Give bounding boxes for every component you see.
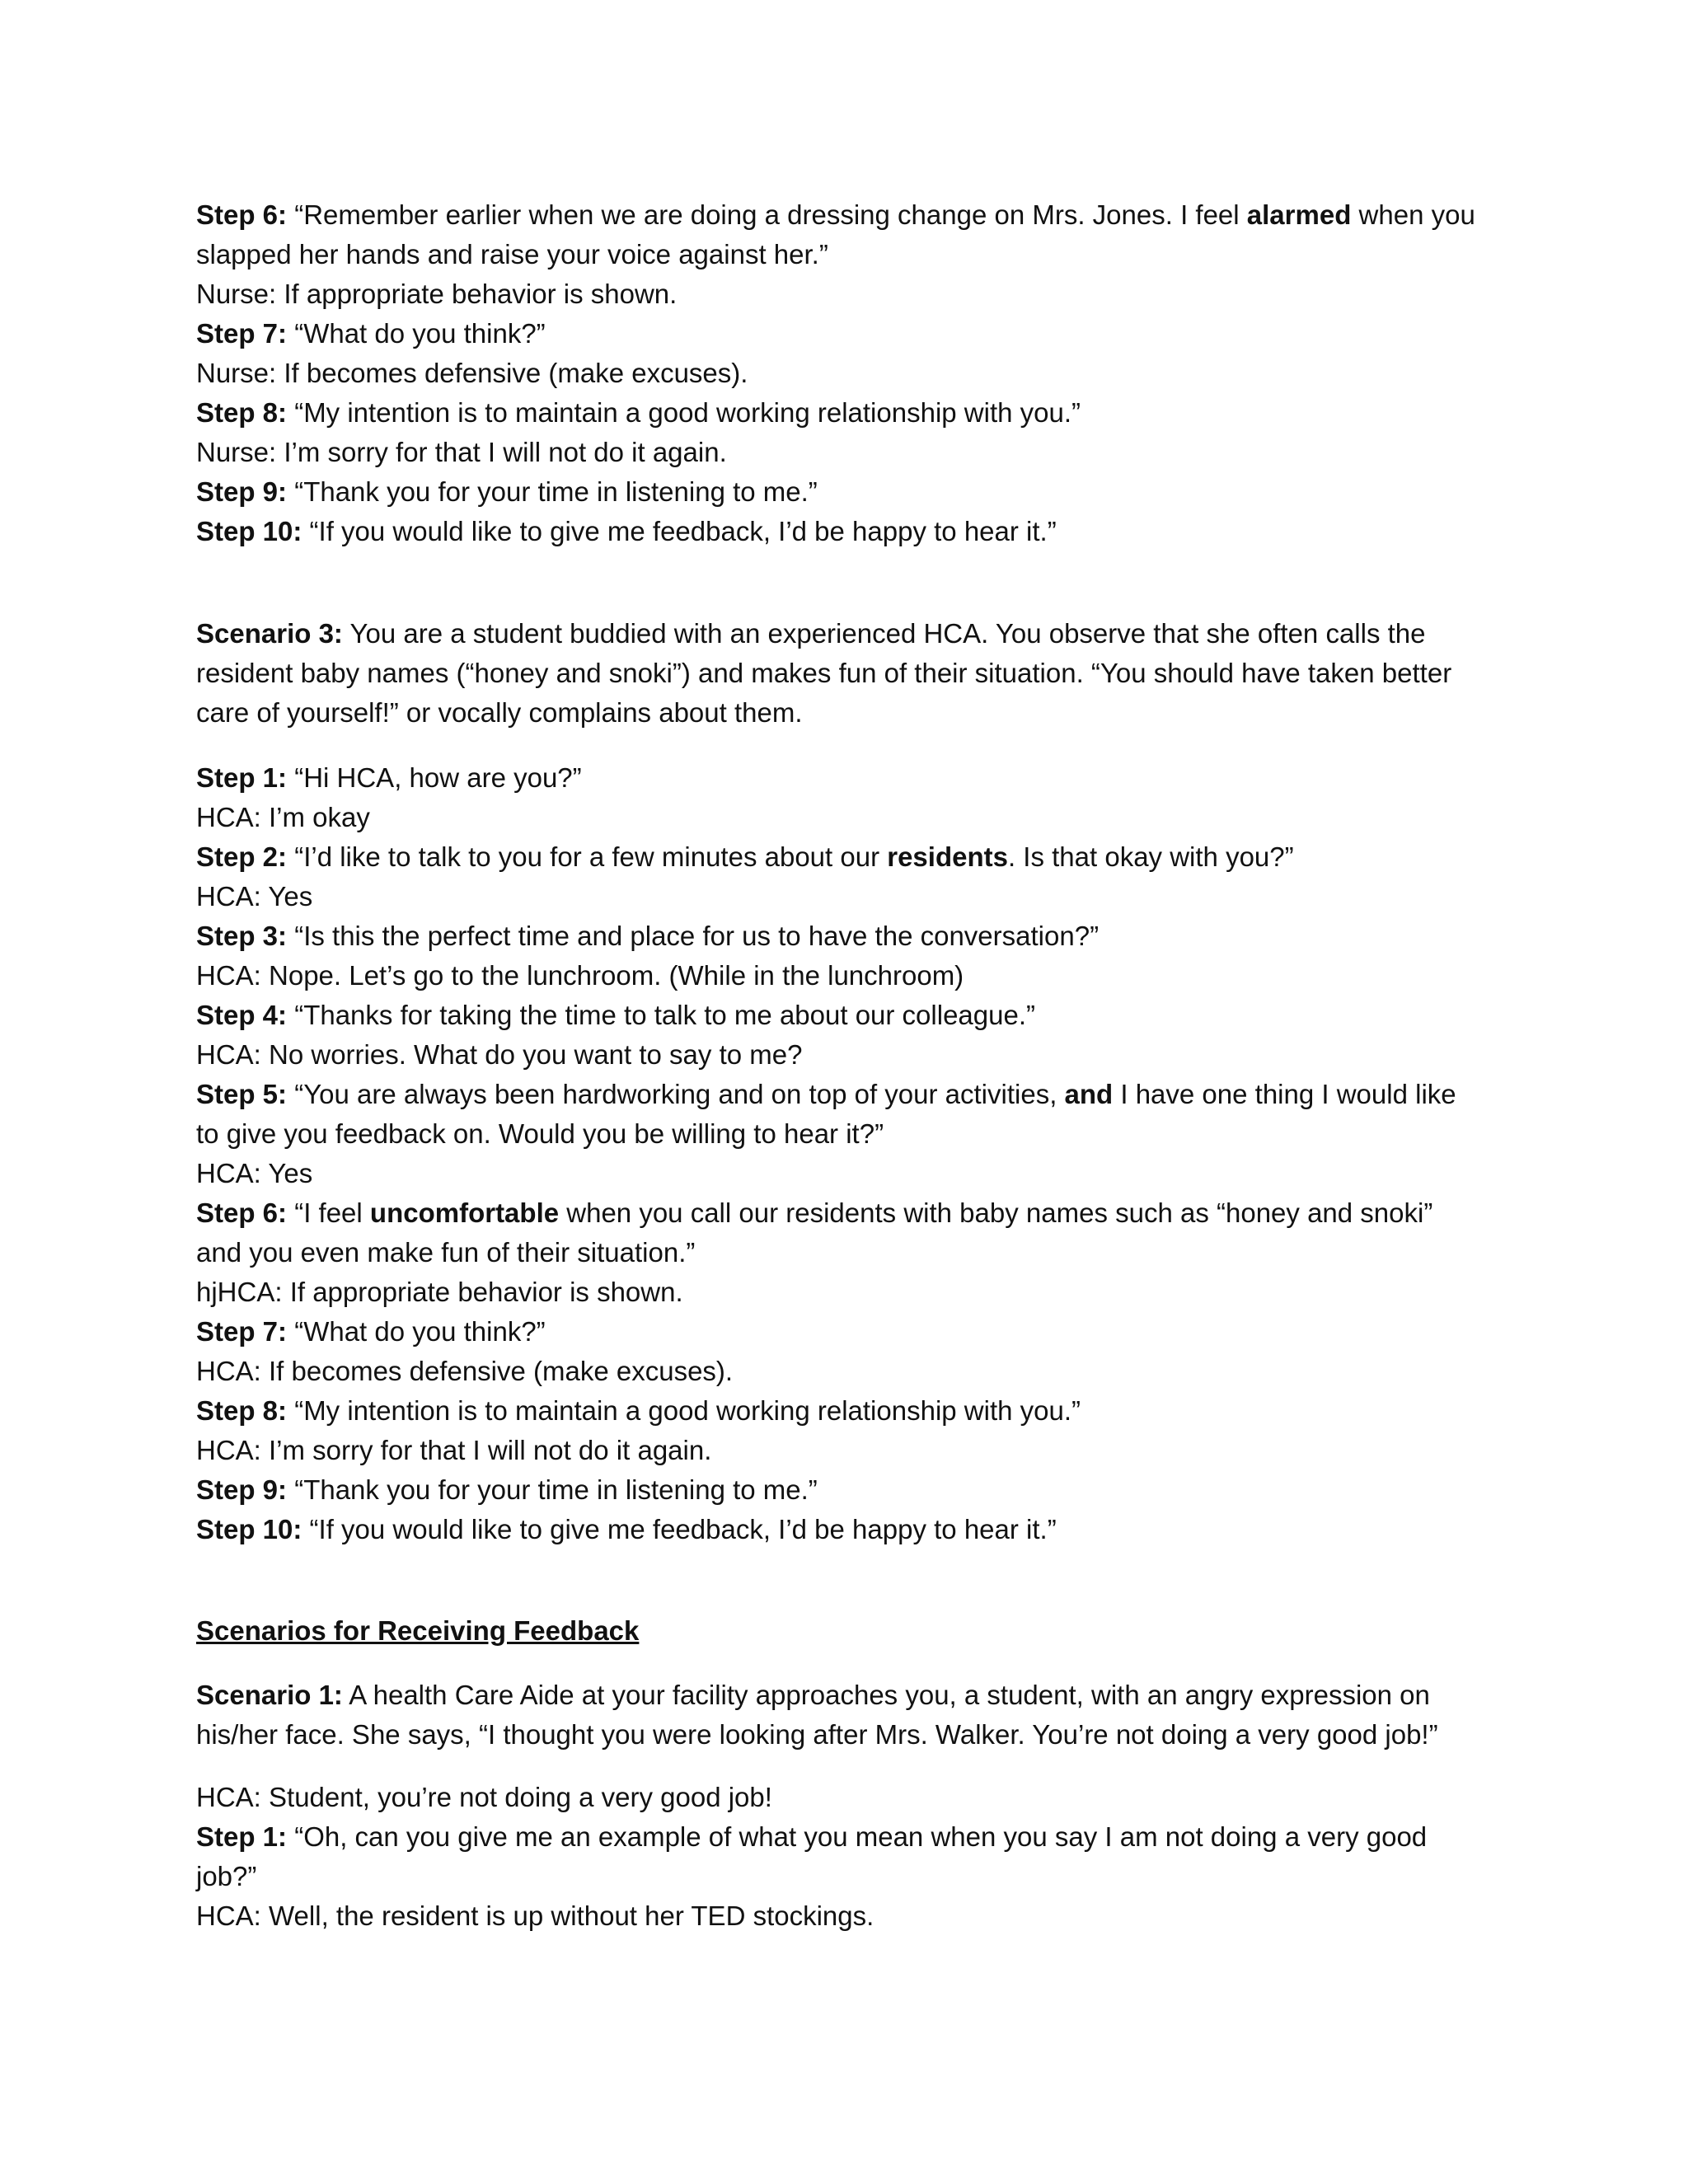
receiving-scenario-1-label: Scenario 1: [196,1680,343,1710]
step-4-line: Step 4: “Thanks for taking the time to talk to me about our colleague.” [196,1000,1035,1030]
nurse-response-2: Nurse: If becomes defensive (make excuses). [196,358,748,388]
hca-response-5: HCA: Yes [196,1158,313,1188]
receiving-scenario-1-dialogue [196,1778,1478,1936]
hca-response-2: HCA: Yes [196,881,313,912]
hca-response-3: HCA: Nope. Let’s go to the lunchroom. (While in the lunchroom) [196,960,964,991]
receiving-scenario-1-text: A health Care Aide at your facility approaches you, a student, with an angry expression on his/her face. She says, “I thought you were looking after Mrs. Walker. You’re not doing a very good job!” [196,1680,1438,1750]
step-10-line: Step 10: “If you would like to give me feedback, I’d be happy to hear it.” [196,1514,1057,1544]
hca-response-7: HCA: If becomes defensive (make excuses). [196,1356,734,1386]
step-7-line: Step 7: “What do you think?” [196,1316,546,1347]
hca-response-6: hjHCA: If appropriate behavior is shown. [196,1277,683,1307]
hca-response-4: HCA: No worries. What do you want to say to me? [196,1039,803,1070]
scenario-3-label: Scenario 3: [196,618,343,649]
step-1-line: Step 1: “Hi HCA, how are you?” [196,762,582,793]
step-5-line: Step 5: “You are always been hardworking and on top of your activities, and I have one thing I would like to give you feedback on. Would you be willing to hear it?” [196,1079,1456,1149]
scenario-3-text: You are a student buddied with an experienced HCA. You observe that she often calls the resident baby names (“honey and snoki”) and makes fun of their situation. “You should have taken better care of yourself!” or vocally complains about them. [196,618,1452,728]
step-1-line: Step 1: “Oh, can you give me an example of what you mean when you say I am not doing a very good job?” [196,1821,1428,1891]
receiving-feedback-section [196,1611,1478,1651]
scenario-3-steps [196,758,1478,1549]
scenario-3-intro [196,614,1478,733]
section-heading: Scenarios for Receiving Feedback [196,1615,640,1646]
receiving-scenario-1-intro [196,1675,1478,1755]
step-7-line: Step 7: “What do you think?” [196,318,546,349]
step-2-line: Step 2: “I’d like to talk to you for a few minutes about our residents. Is that okay with you?” [196,841,1294,872]
step-8-line: Step 8: “My intention is to maintain a good working relationship with you.” [196,397,1081,428]
step-9-line: Step 9: “Thank you for your time in listening to me.” [196,476,818,507]
step-6-line: Step 6: “Remember earlier when we are doing a dressing change on Mrs. Jones. I feel alarmed when you slapped her hands and raise your voice against her.” [196,199,1475,269]
step-3-line: Step 3: “Is this the perfect time and place for us to have the conversation?” [196,921,1100,951]
nurse-response-3: Nurse: I’m sorry for that I will not do it again. [196,437,727,467]
hca-statement-1: HCA: Student, you’re not doing a very good job! [196,1782,772,1812]
hca-response-1: HCA: I’m okay [196,802,370,832]
hca-statement-2: HCA: Well, the resident is up without her TED stockings. [196,1900,874,1931]
scenario-2-steps [196,195,1478,551]
step-9-line: Step 9: “Thank you for your time in listening to me.” [196,1474,818,1505]
nurse-response-1: Nurse: If appropriate behavior is shown. [196,279,678,309]
step-10-line: Step 10: “If you would like to give me feedback, I’d be happy to hear it.” [196,516,1057,546]
hca-response-8: HCA: I’m sorry for that I will not do it again. [196,1435,712,1465]
step-6-line: Step 6: “I feel uncomfortable when you call our residents with baby names such as “honey and snoki” and you even make fun of their situation.” [196,1197,1433,1268]
step-8-line: Step 8: “My intention is to maintain a good working relationship with you.” [196,1395,1081,1426]
